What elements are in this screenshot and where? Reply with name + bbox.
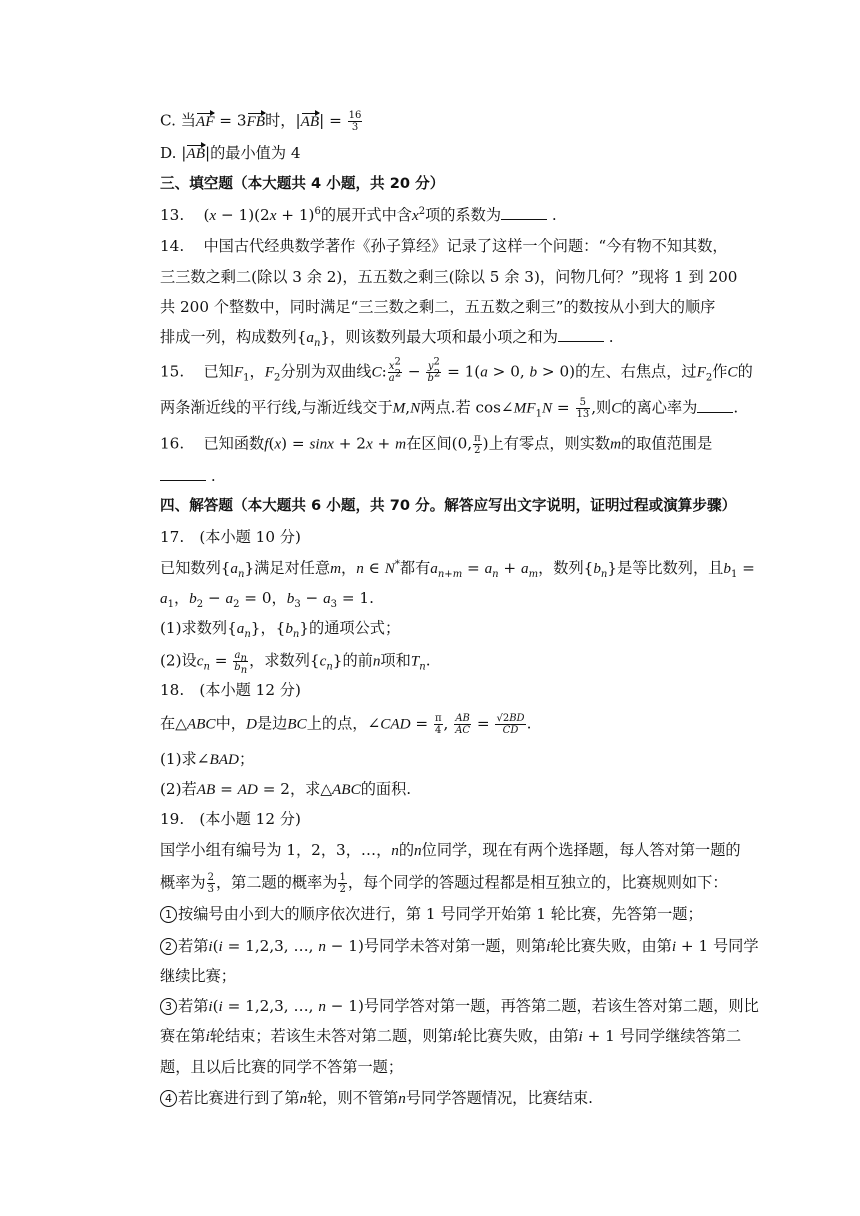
question-17-line-1: 已知数列$\{a_n\}$满足对任意m，n ∈ N*都有$a_{n+m} = a_n + a_m$，数列$\{b_n\}$是等比数列，且$b_1$ = [160,558,755,581]
question-14-line-2: 三三数之剩二(除以 3 余 2)，五五数之剩三(除以 5 余 3)，问物几何？”现将 1 到 200 [160,268,738,286]
question-13: 13. $(x - 1)(2x + 1)^6$的展开式中含$x^2$项的系数为 . [160,205,557,224]
option-d: D. |AB|的最小值为 4 [160,144,301,162]
rule-4: 4 若比赛进行到了第n轮，则不管第n号同学答题情况，比赛结束. [160,1088,740,1109]
question-17-part-2: (2)设$c_n$ = $\frac{a_n}{b_n}$ ，求数列$\{c_n\}$的前n项和$T_n$. [160,650,431,676]
rule-3-line-3: 题，且以后比赛的同学不答第一题； [160,1058,403,1076]
question-16-line-1: 16. 已知函数f(x) = sinx + 2x + m在区间(0, $\frac{\pi}{2}$ )上有零点，则实数m的取值范围是 [160,433,713,456]
question-18-part-2: (2)若AB = AD = 2，求△ABC的面积. [160,780,412,798]
option-c: C. 当AF = 3FB时，|AB| = $\frac{16}{3}$ [160,110,362,133]
question-18-line-1: 在△ABC中，D是边BC上的点，∠CAD = $\frac{\pi}{4}$ , $\frac{AB}{AC}$ = $\frac{√2BD}{CD}$ . [160,713,532,736]
question-17-line-2: $a_1$，$b_2 - a_2 = 0$，$b_3 - a_3 = 1$. [160,589,374,611]
question-15-line-2: 两条渐近线的平行线,与渐近线交于M,N两点.若 $\cos\angle MF_1N$ = $\frac{5}{13}$ ,则C的离心率为 . [160,397,739,420]
section-4-title: 四、解答题（本大题共 6 小题，共 70 分。解答应写出文字说明，证明过程或演算步骤） [160,497,737,514]
rule-3-line-1: 3 若第i(i = 1,2,3, …, n − 1)号同学答对第一题，再答第二题，若该生答对第二题，则比 [160,996,740,1017]
question-19-line-2: 概率为 $\frac{2}{3}$ ，第二题的概率为 $\frac{1}{2}$ ，每个同学的答题过程都是相互独立的，比赛规则如下： [160,872,728,895]
answer-blank [697,398,733,413]
circled-number-3: 3 [160,998,177,1015]
rule-2-line-1: 2 若第i(i = 1,2,3, …, n − 1)号同学未答对第一题，则第i轮比赛失败，由第i + 1 号同学 [160,936,740,957]
rule-2-line-2: 继续比赛； [160,967,236,985]
rule-1: 1 按编号由小到大的顺序依次进行，第 1 号同学开始第 1 轮比赛，先答第一题； [160,904,740,924]
rule-3-line-2: 赛在第i轮结束；若该生未答对第二题，则第i轮比赛失败，由第i + 1 号同学继续答第二 [160,1027,742,1045]
question-17-header: 17. (本小题 10 分) [160,528,301,546]
question-18-part-1: (1)求∠BAD； [160,750,255,768]
question-19-line-1: 国学小组有编号为 1，2，3，…，n的n位同学，现在有两个选择题，每人答对第一题的 [160,841,741,859]
question-16-line-2: . [160,466,740,486]
circled-number-1: 1 [160,906,177,923]
question-14-line-3: 共 200 个整数中，同时满足“三三数之剩二，五五数之剩三”的数按从小到大的顺序 [160,298,716,316]
answer-blank [558,327,604,342]
circled-number-2: 2 [160,938,177,955]
answer-blank [160,466,206,481]
question-19-header: 19. (本小题 12 分) [160,810,301,828]
question-14-line-4: 排成一列，构成数列$\{a_n\}$，则该数列最大项和最小项之和为 . [160,328,614,350]
answer-blank [501,205,547,220]
question-17-part-1: (1)求数列$\{a_n\}$，$\{b_n\}$的通项公式； [160,619,401,641]
question-18-header: 18. (本小题 12 分) [160,681,301,699]
question-15-line-1: 15. 已知$F_1$，$F_2$分别为双曲线C: $\frac{x^2}{a^2}$ − $\frac{y^2}{b^2}$ = 1(a > 0, b > 0)的左、右焦点，过$F_2$作C的 [160,356,753,384]
circled-number-4: 4 [160,1090,177,1107]
question-14-line-1: 14. 中国古代经典数学著作《孙子算经》记录了这样一个问题：“今有物不知其数， [160,237,728,255]
section-3-title: 三、填空题（本大题共 4 小题，共 20 分） [160,175,445,192]
fraction-16-3: $\frac{16}{3}$ [348,110,362,133]
